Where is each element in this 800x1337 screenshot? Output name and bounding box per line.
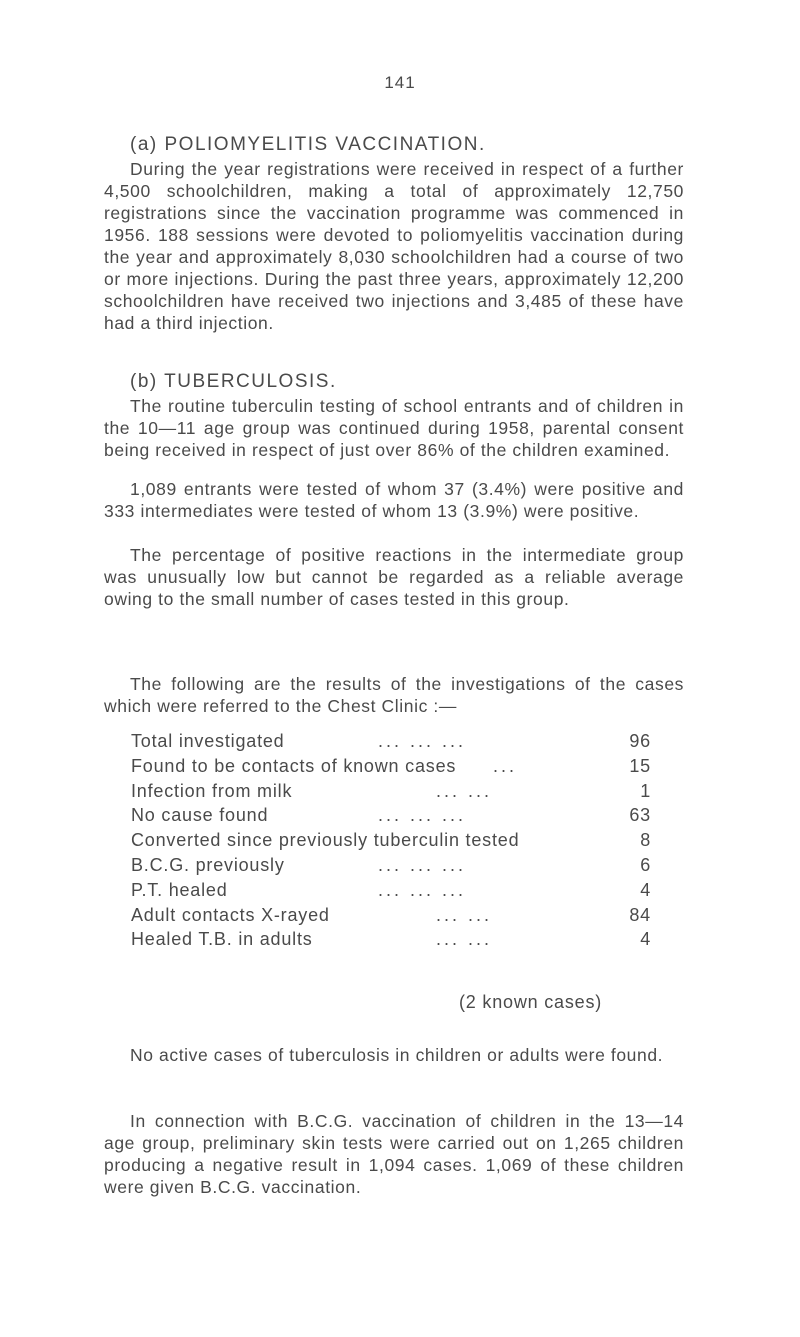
section-heading-tuberculosis: (b) TUBERCULOSIS. <box>130 371 337 392</box>
result-label: P.T. healed <box>131 879 228 900</box>
result-leader-dots: ... ... <box>436 904 493 925</box>
result-leader-dots: ... <box>493 755 518 776</box>
result-leader-dots: ... ... ... <box>378 854 467 875</box>
result-leader-dots: ... ... ... <box>378 805 467 826</box>
result-label: Adult contacts X-rayed <box>131 904 330 925</box>
tuberculosis-paragraph-1: The routine tuberculin testing of school entrants and of children in the 10—11 age group was continued during 1958, parental consent being received in respect of just over 86% of the children examined. <box>104 396 684 460</box>
result-value: 15 <box>629 755 651 776</box>
result-leader-dots: ... ... <box>436 929 493 950</box>
page-number: 141 <box>384 73 416 92</box>
result-label: B.C.G. previously <box>131 854 285 875</box>
tuberculosis-paragraph-2: 1,089 entrants were tested of whom 37 (3.4%) were positive and 333 intermediates were tested of whom 13 (3.9%) were positive. <box>104 479 684 521</box>
tuberculosis-paragraph-4: The following are the results of the investigations of the cases which were referred to the Chest Clinic :— <box>104 674 684 716</box>
result-row <box>131 729 651 754</box>
result-row <box>131 803 651 828</box>
result-row <box>131 828 651 853</box>
result-value: 6 <box>640 854 651 875</box>
result-row <box>131 754 651 779</box>
result-label: Found to be contacts of known cases <box>131 755 457 776</box>
result-label: No cause found <box>131 805 269 826</box>
result-label: Converted since previously tuberculin tested <box>131 830 520 851</box>
result-value: 84 <box>629 904 651 925</box>
result-leader-dots: ... ... ... <box>378 879 467 900</box>
result-leader-dots: ... ... <box>436 780 493 801</box>
result-label: Total investigated <box>131 731 285 751</box>
poliomyelitis-paragraph: During the year registrations were received in respect of a further 4,500 schoolchildren, making a total of approximately 12,750 registrations since the vaccination programme was commenced in 1956. 188 sessions were devoted to poliomyelitis vaccination during the year and approximately 8,030 schoolchildren had a course of two or more injections. During the past three years, approximately 12,200 schoolchildren have received two injections and 3,485 of these have had a third injection. <box>104 159 684 333</box>
chest-clinic-results-list <box>131 729 651 952</box>
result-value: 63 <box>629 805 651 826</box>
result-row <box>131 878 651 903</box>
result-row <box>131 927 651 952</box>
result-value: 8 <box>640 830 651 851</box>
results-note: (2 known cases) <box>459 992 603 1012</box>
result-label: Healed T.B. in adults <box>131 929 313 950</box>
result-row <box>131 903 651 928</box>
tuberculosis-paragraph-6: In connection with B.C.G. vaccination of children in the 13—14 age group, preliminary skin tests were carried out on 1,265 children producing a negative result in 1,094 cases. 1,069 of these children were given B.C.G. vaccination. <box>104 1111 684 1197</box>
result-value: 4 <box>640 879 651 900</box>
result-row <box>131 779 651 804</box>
tuberculosis-paragraph-3: The percentage of positive reactions in the intermediate group was unusually low but cannot be regarded as a reliable average owing to the small number of cases tested in this group. <box>104 545 684 609</box>
section-heading-poliomyelitis: (a) POLIOMYELITIS VACCINATION. <box>130 134 486 155</box>
result-value: 1 <box>640 780 651 801</box>
tuberculosis-paragraph-5: No active cases of tuberculosis in children or adults were found. <box>130 1045 664 1065</box>
result-label: Infection from milk <box>131 780 293 801</box>
result-value: 4 <box>640 929 651 950</box>
result-value: 96 <box>629 731 651 751</box>
result-row <box>131 853 651 878</box>
result-leader-dots: ... ... ... <box>378 731 467 751</box>
